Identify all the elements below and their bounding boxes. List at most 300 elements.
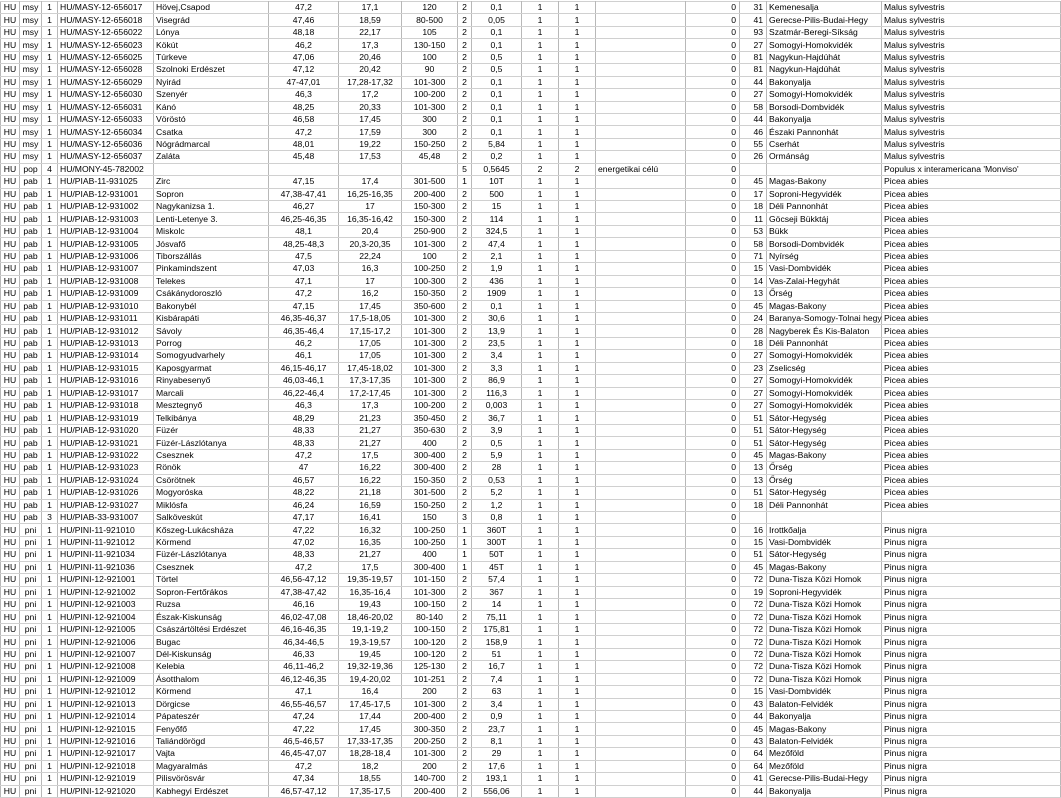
table-cell: 1 <box>559 586 596 598</box>
table-cell: Cserhát <box>767 138 882 150</box>
table-cell: 1 <box>522 250 559 262</box>
table-cell: 1 <box>522 437 559 449</box>
table-row <box>1 462 1061 474</box>
table-cell: Soproni-Hegyvidék <box>767 188 882 200</box>
table-cell: 17,45 <box>339 723 402 735</box>
table-cell <box>596 362 686 374</box>
table-cell <box>402 163 458 175</box>
table-cell: 0 <box>686 748 740 760</box>
table-cell: 2 <box>458 437 472 449</box>
table-cell: 1 <box>559 524 596 536</box>
table-cell: HU/PINI-12-921007 <box>58 648 154 660</box>
table-cell: 1 <box>522 176 559 188</box>
table-cell: 14 <box>740 275 767 287</box>
table-cell: pab <box>20 213 42 225</box>
table-row <box>1 773 1061 785</box>
table-row <box>1 412 1061 424</box>
table-cell: 2 <box>458 138 472 150</box>
table-cell: 0 <box>686 698 740 710</box>
table-cell: pab <box>20 263 42 275</box>
table-cell <box>596 275 686 287</box>
table-cell: 90 <box>402 64 458 76</box>
table-cell: 13 <box>740 462 767 474</box>
table-row <box>1 499 1061 511</box>
table-cell: 101-300 <box>402 238 458 250</box>
table-cell: 2 <box>522 163 559 175</box>
table-cell: 47,34 <box>269 773 339 785</box>
table-cell: 200 <box>402 760 458 772</box>
table-cell: 1 <box>42 250 58 262</box>
table-cell <box>596 213 686 225</box>
table-cell: Vasi-Dombvidék <box>767 536 882 548</box>
table-cell: HU/PINI-12-921016 <box>58 735 154 747</box>
table-cell: pni <box>20 748 42 760</box>
table-cell: Sátor-Hegység <box>767 487 882 499</box>
table-cell: 1 <box>522 636 559 648</box>
table-cell: HU/PINI-12-921020 <box>58 785 154 797</box>
table-cell: 0 <box>686 623 740 635</box>
table-cell: Déli Pannonhát <box>767 337 882 349</box>
table-cell: 2 <box>458 574 472 586</box>
table-cell: 17,3 <box>339 400 402 412</box>
table-cell: 1 <box>522 462 559 474</box>
table-cell: 2 <box>458 350 472 362</box>
table-cell: HU/PINI-11-921010 <box>58 524 154 536</box>
table-cell: 101-300 <box>402 325 458 337</box>
table-cell: 47,12 <box>269 64 339 76</box>
table-cell: 0 <box>686 375 740 387</box>
table-cell: Malus sylvestris <box>882 89 1061 101</box>
table-cell: 140-700 <box>402 773 458 785</box>
table-cell: 0,5645 <box>472 163 522 175</box>
table-cell: HU <box>1 225 20 237</box>
table-row <box>1 710 1061 722</box>
table-cell: HU/PIAB-12-931026 <box>58 487 154 499</box>
table-cell <box>596 686 686 698</box>
table-cell: 45 <box>740 561 767 573</box>
table-cell: 1 <box>559 661 596 673</box>
table-cell: 0,003 <box>472 400 522 412</box>
table-cell: 0 <box>686 337 740 349</box>
table-cell: 1 <box>559 76 596 88</box>
table-cell: pni <box>20 586 42 598</box>
table-cell: 44 <box>740 785 767 797</box>
table-cell: Duna-Tisza Közi Homok <box>767 636 882 648</box>
table-cell: energetikai célú <box>596 163 686 175</box>
table-cell: HU/MASY-12-656036 <box>58 138 154 150</box>
table-cell: 1 <box>559 611 596 623</box>
table-cell: HU/MASY-12-656031 <box>58 101 154 113</box>
table-cell: 51 <box>740 412 767 424</box>
table-cell: Pinkamindszent <box>154 263 269 275</box>
table-cell: Pilisvörösvár <box>154 773 269 785</box>
table-cell: pab <box>20 362 42 374</box>
table-cell: 1 <box>559 39 596 51</box>
table-cell: 1 <box>522 599 559 611</box>
table-cell <box>596 487 686 499</box>
table-cell: 1 <box>42 686 58 698</box>
table-cell: pab <box>20 225 42 237</box>
table-cell: Picea abies <box>882 474 1061 486</box>
table-cell: pab <box>20 511 42 523</box>
table-row <box>1 101 1061 113</box>
table-cell: 1 <box>42 263 58 275</box>
table-cell: 2 <box>458 375 472 387</box>
table-cell: 1 <box>559 760 596 772</box>
table-cell: 2 <box>458 89 472 101</box>
table-cell <box>596 89 686 101</box>
table-cell: 0 <box>686 250 740 262</box>
table-cell: 36,7 <box>472 412 522 424</box>
table-cell <box>596 586 686 598</box>
table-cell: Nagykun-Hajdúhát <box>767 51 882 63</box>
table-cell: 1 <box>42 474 58 486</box>
table-cell: HU <box>1 337 20 349</box>
table-cell: 17,15-17,2 <box>339 325 402 337</box>
table-cell: Csatka <box>154 126 269 138</box>
table-cell: Bakonyalja <box>767 785 882 797</box>
table-cell: 45 <box>740 723 767 735</box>
table-cell: 0 <box>686 561 740 573</box>
table-cell: 1,2 <box>472 499 522 511</box>
table-cell: msy <box>20 14 42 26</box>
table-cell: 18,2 <box>339 760 402 772</box>
table-cell: 2 <box>458 710 472 722</box>
table-cell: 44 <box>740 710 767 722</box>
table-cell: msy <box>20 2 42 14</box>
table-cell: HU <box>1 686 20 698</box>
table-cell <box>740 163 767 175</box>
table-row <box>1 661 1061 673</box>
table-cell: 100-250 <box>402 263 458 275</box>
table-cell: 19,43 <box>339 599 402 611</box>
table-cell: 46,3 <box>269 89 339 101</box>
table-cell: 2 <box>458 76 472 88</box>
table-cell: 1 <box>559 773 596 785</box>
table-cell: HU <box>1 76 20 88</box>
table-cell: 1 <box>42 536 58 548</box>
table-row <box>1 474 1061 486</box>
table-row <box>1 524 1061 536</box>
table-cell: HU <box>1 536 20 548</box>
table-cell: 13 <box>740 474 767 486</box>
table-row <box>1 449 1061 461</box>
table-cell: 1 <box>42 76 58 88</box>
table-cell: Pinus nigra <box>882 599 1061 611</box>
table-cell <box>596 238 686 250</box>
table-cell: pni <box>20 673 42 685</box>
table-cell: 27 <box>740 89 767 101</box>
table-cell: 1 <box>559 487 596 499</box>
table-cell: 1 <box>559 288 596 300</box>
table-cell: Gerecse-Pilis-Budai-Hegy <box>767 14 882 26</box>
table-cell: HU/PINI-12-921009 <box>58 673 154 685</box>
table-cell: 200-400 <box>402 785 458 797</box>
table-row <box>1 26 1061 38</box>
table-cell: Sopron-Fertőrákos <box>154 586 269 598</box>
table-cell: pab <box>20 188 42 200</box>
table-cell: 72 <box>740 636 767 648</box>
table-cell <box>596 599 686 611</box>
table-cell: 1 <box>522 574 559 586</box>
table-cell <box>596 661 686 673</box>
table-cell: HU <box>1 785 20 797</box>
table-row <box>1 686 1061 698</box>
table-cell: 1 <box>559 424 596 436</box>
table-cell: Pinus nigra <box>882 686 1061 698</box>
table-cell: 1 <box>559 698 596 710</box>
table-cell: 300-400 <box>402 449 458 461</box>
table-cell: 1 <box>522 499 559 511</box>
table-cell: 16,3 <box>339 263 402 275</box>
table-cell: 47,2 <box>269 760 339 772</box>
table-cell: 1 <box>522 337 559 349</box>
table-cell: Picea abies <box>882 201 1061 213</box>
table-cell: Picea abies <box>882 225 1061 237</box>
table-cell: HU <box>1 661 20 673</box>
table-cell: 1 <box>559 362 596 374</box>
table-cell: HU/MASY-12-656025 <box>58 51 154 63</box>
table-cell: Porrog <box>154 337 269 349</box>
table-cell: 1 <box>522 536 559 548</box>
table-cell: Malus sylvestris <box>882 76 1061 88</box>
table-cell: 0 <box>686 686 740 698</box>
table-cell <box>596 250 686 262</box>
table-cell: Nagykun-Hajdúhát <box>767 64 882 76</box>
table-cell: 46,12-46,35 <box>269 673 339 685</box>
table-cell: 1 <box>559 51 596 63</box>
table-cell: 1 <box>522 263 559 275</box>
table-row <box>1 225 1061 237</box>
table-cell: Malus sylvestris <box>882 138 1061 150</box>
table-cell <box>596 561 686 573</box>
table-cell: Déli Pannonhát <box>767 499 882 511</box>
table-row <box>1 623 1061 635</box>
table-cell <box>596 710 686 722</box>
table-cell: 1 <box>42 574 58 586</box>
table-cell <box>596 225 686 237</box>
table-cell: 0 <box>686 424 740 436</box>
table-cell: 72 <box>740 599 767 611</box>
table-cell: 100-150 <box>402 623 458 635</box>
table-cell: Pinus nigra <box>882 760 1061 772</box>
table-cell: 13,9 <box>472 325 522 337</box>
table-cell: Csákánydoroszló <box>154 288 269 300</box>
table-cell: 1 <box>522 26 559 38</box>
table-cell: 1 <box>559 225 596 237</box>
table-cell: 47,22 <box>269 524 339 536</box>
table-cell: 43 <box>740 698 767 710</box>
table-cell: Taliándörögd <box>154 735 269 747</box>
table-cell: 1 <box>42 400 58 412</box>
table-cell <box>596 462 686 474</box>
table-cell <box>596 138 686 150</box>
table-cell: 0 <box>686 387 740 399</box>
table-cell: Picea abies <box>882 350 1061 362</box>
table-cell: msy <box>20 89 42 101</box>
table-cell <box>596 524 686 536</box>
table-row <box>1 785 1061 797</box>
table-cell: 0,9 <box>472 710 522 722</box>
table-cell: 1 <box>522 14 559 26</box>
table-cell: pab <box>20 424 42 436</box>
table-cell: 7,4 <box>472 673 522 685</box>
table-row <box>1 76 1061 88</box>
table-cell: HU <box>1 375 20 387</box>
table-cell: 114 <box>472 213 522 225</box>
table-cell: Duna-Tisza Közi Homok <box>767 599 882 611</box>
table-cell: pni <box>20 661 42 673</box>
table-cell: HU <box>1 151 20 163</box>
table-cell: 0 <box>686 673 740 685</box>
table-cell: 1 <box>522 561 559 573</box>
table-cell: Göcseji Bükktáj <box>767 213 882 225</box>
table-cell: HU <box>1 312 20 324</box>
table-cell: HU <box>1 611 20 623</box>
table-row <box>1 113 1061 125</box>
table-cell: 45T <box>472 561 522 573</box>
table-cell: 101-251 <box>402 673 458 685</box>
table-row <box>1 288 1061 300</box>
table-cell: HU <box>1 698 20 710</box>
table-cell: Észak-Kiskunság <box>154 611 269 623</box>
table-cell: 1 <box>42 126 58 138</box>
table-cell: 1 <box>522 661 559 673</box>
table-cell: 48,33 <box>269 424 339 436</box>
table-cell: 23,7 <box>472 723 522 735</box>
table-cell: 2 <box>458 785 472 797</box>
table-cell: 100 <box>402 250 458 262</box>
table-cell: HU <box>1 599 20 611</box>
table-cell <box>596 113 686 125</box>
table-cell: 200 <box>402 686 458 698</box>
table-cell: Lenti-Letenye 3. <box>154 213 269 225</box>
table-row <box>1 163 1061 175</box>
table-cell: 200-400 <box>402 710 458 722</box>
table-cell: 1 <box>42 275 58 287</box>
table-cell: 1 <box>559 263 596 275</box>
table-cell: 41 <box>740 773 767 785</box>
table-cell: 1 <box>559 126 596 138</box>
table-cell: 1 <box>42 238 58 250</box>
table-cell: HU <box>1 773 20 785</box>
table-cell: 1 <box>559 536 596 548</box>
table-cell: 51 <box>740 487 767 499</box>
table-cell: Picea abies <box>882 462 1061 474</box>
table-row <box>1 201 1061 213</box>
table-cell: Malus sylvestris <box>882 113 1061 125</box>
table-cell: 0 <box>686 263 740 275</box>
table-cell: pni <box>20 549 42 561</box>
table-cell: Picea abies <box>882 300 1061 312</box>
table-cell: 0 <box>686 176 740 188</box>
table-cell: HU <box>1 524 20 536</box>
table-cell: 2 <box>458 449 472 461</box>
table-cell: Csörötnek <box>154 474 269 486</box>
table-cell: 150-350 <box>402 288 458 300</box>
table-cell: 0 <box>686 188 740 200</box>
table-cell: 0 <box>686 437 740 449</box>
table-cell: 47,2 <box>269 2 339 14</box>
table-cell: 1 <box>559 26 596 38</box>
table-cell: 3,3 <box>472 362 522 374</box>
table-cell: Malus sylvestris <box>882 14 1061 26</box>
table-row <box>1 511 1061 523</box>
table-cell: 48,18 <box>269 26 339 38</box>
table-cell: HU <box>1 387 20 399</box>
table-cell <box>596 636 686 648</box>
table-cell: msy <box>20 126 42 138</box>
table-cell: 0 <box>686 126 740 138</box>
table-cell: HU/PIAB-12-931009 <box>58 288 154 300</box>
table-cell: pab <box>20 288 42 300</box>
table-cell: 41 <box>740 14 767 26</box>
table-cell: 1 <box>559 300 596 312</box>
table-cell: HU <box>1 300 20 312</box>
table-cell: 1 <box>559 375 596 387</box>
table-cell: HU/PINI-12-921017 <box>58 748 154 760</box>
table-cell: 0,1 <box>472 300 522 312</box>
table-cell: 1 <box>522 2 559 14</box>
table-row <box>1 636 1061 648</box>
table-cell: HU/PINI-12-921018 <box>58 760 154 772</box>
table-cell: 16,35-16,42 <box>339 213 402 225</box>
table-cell: HU/PIAB-12-931015 <box>58 362 154 374</box>
table-cell: 2 <box>458 487 472 499</box>
table-cell: 1 <box>522 201 559 213</box>
table-cell: 1 <box>42 362 58 374</box>
table-cell: 0 <box>686 238 740 250</box>
table-cell: HU <box>1 474 20 486</box>
table-cell: 150-300 <box>402 201 458 213</box>
table-cell: 301-500 <box>402 176 458 188</box>
table-cell: HU/PINI-12-921003 <box>58 599 154 611</box>
table-cell: 21,27 <box>339 437 402 449</box>
table-cell: Szatmár-Beregi-Síkság <box>767 26 882 38</box>
table-cell: Duna-Tisza Közi Homok <box>767 574 882 586</box>
table-cell: Picea abies <box>882 362 1061 374</box>
table-cell: 2 <box>458 188 472 200</box>
table-cell: HU <box>1 213 20 225</box>
table-cell: 19,22 <box>339 138 402 150</box>
table-cell: msy <box>20 64 42 76</box>
table-cell: 2 <box>458 225 472 237</box>
table-cell: Pinus nigra <box>882 735 1061 747</box>
table-cell: 0 <box>686 275 740 287</box>
table-cell: msy <box>20 51 42 63</box>
table-cell: 48,22 <box>269 487 339 499</box>
table-cell: 48,33 <box>269 549 339 561</box>
table-cell: 2 <box>458 151 472 163</box>
table-cell: 2 <box>458 773 472 785</box>
table-cell: 1 <box>559 113 596 125</box>
table-cell: 1 <box>42 350 58 362</box>
table-cell: HU <box>1 748 20 760</box>
table-cell: 46,25-46,35 <box>269 213 339 225</box>
table-cell: Vas-Zalai-Hegyhát <box>767 275 882 287</box>
table-cell: 47,15 <box>269 176 339 188</box>
table-cell: 47,1 <box>269 275 339 287</box>
table-cell: 1 <box>522 487 559 499</box>
table-cell: 1 <box>559 325 596 337</box>
table-cell: 0 <box>686 549 740 561</box>
table-cell: 101-300 <box>402 76 458 88</box>
table-cell: 1 <box>42 648 58 660</box>
table-cell: pop <box>20 163 42 175</box>
table-cell: 30,6 <box>472 312 522 324</box>
table-cell: 1 <box>522 686 559 698</box>
table-cell: msy <box>20 138 42 150</box>
